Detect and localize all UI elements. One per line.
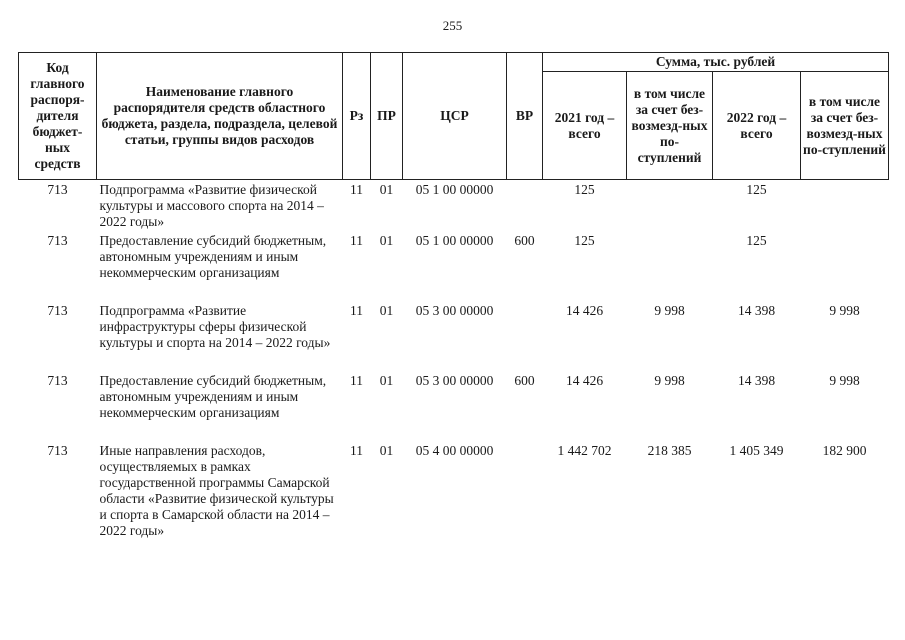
cell-2022-free (801, 233, 889, 303)
cell-vr (507, 180, 543, 233)
cell-vr (507, 443, 543, 563)
cell-2021-total: 1 442 702 (557, 442, 612, 458)
cell-pr: 01 (379, 372, 394, 388)
cell-2022-free: 9 998 (829, 372, 860, 388)
cell-code: 713 (47, 302, 68, 318)
cell-2021-total: 14 426 (565, 302, 604, 318)
cell-2021-free: 218 385 (647, 442, 692, 458)
cell-csr: 05 1 00 00000 (415, 232, 494, 248)
cell-pr: 01 (379, 182, 394, 197)
header-csr: ЦСР (403, 53, 507, 180)
cell-2022-free: 9 998 (829, 302, 860, 318)
table-row (19, 443, 889, 563)
page-number: 255 (442, 18, 463, 33)
cell-rz: 11 (350, 232, 363, 248)
cell-name: Предоставление субсидий бюджетным, автономным учреждениям и иным некоммерческим организациям (99, 232, 327, 280)
cell-vr: 600 (514, 232, 535, 248)
cell-pr: 01 (379, 232, 394, 248)
table-row (19, 233, 889, 303)
cell-rz: 11 (350, 442, 363, 458)
cell-csr: 05 3 00 00000 (415, 372, 494, 388)
cell-csr: 05 3 00 00000 (415, 302, 494, 318)
cell-pr: 01 (379, 442, 394, 458)
cell-2022-free: 182 900 (822, 442, 867, 458)
table-header (19, 53, 889, 180)
cell-code: 713 (47, 442, 68, 458)
cell-code: 713 (47, 372, 68, 388)
cell-2022-total: 125 (746, 232, 767, 248)
cell-rz: 11 (350, 302, 363, 318)
cell-2022-free (801, 180, 889, 233)
cell-name: Предоставление субсидий бюджетным, автономным учреждениям и иным некоммерческим организациям (99, 372, 327, 420)
cell-vr: 600 (514, 372, 535, 388)
cell-2021-total: 125 (574, 232, 595, 248)
cell-name: Подпрограмма «Развитие инфраструктуры сферы физической культуры и спорта на 2014 – 2022 годы» (99, 302, 331, 350)
header-2022-total: 2022 год – всего (713, 72, 801, 180)
header-code: Код главного распоря-дителя бюджет-ных средств (19, 53, 97, 180)
header-vr: ВР (507, 53, 543, 180)
cell-2022-total: 125 (746, 182, 767, 197)
header-2022-free: в том числе за счет без-возмезд-ных по-ступлений (801, 72, 889, 180)
table-row (19, 303, 889, 373)
cell-rz: 11 (350, 182, 363, 197)
header-name: Наименование главного распорядителя средств областного бюджета, раздела, подраздела, целевой статьи, группы видов расходов (97, 53, 343, 180)
cell-2021-free (627, 233, 713, 303)
table-row (19, 180, 889, 233)
cell-name: Подпрограмма «Развитие физической культуры и массового спорта на 2014 – 2022 годы» (99, 182, 324, 229)
header-rz: Рз (343, 53, 371, 180)
cell-csr: 05 4 00 00000 (415, 442, 494, 458)
cell-code: 713 (47, 182, 68, 197)
table-row (19, 373, 889, 443)
header-2021-free: в том числе за счет без-возмезд-ных по-ступлений (627, 72, 713, 180)
cell-2021-free (627, 180, 713, 233)
table-body (19, 180, 889, 563)
cell-2021-total: 125 (574, 182, 595, 197)
cell-name: Иные направления расходов, осуществляемых в рамках государственной программы Самарской области «Развитие физической культуры и спорта в Самарской области на 2014 – 2022 годы» (99, 442, 334, 538)
cell-code: 713 (47, 232, 68, 248)
cell-2021-free: 9 998 (654, 372, 685, 388)
cell-rz: 11 (350, 372, 363, 388)
header-2021-total: 2021 год – всего (543, 72, 627, 180)
cell-2022-total: 1 405 349 (729, 442, 784, 458)
cell-pr: 01 (379, 302, 394, 318)
budget-table (18, 52, 889, 563)
header-sum-group: Сумма, тыс. рублей (543, 53, 889, 72)
cell-vr (507, 303, 543, 373)
cell-2022-total: 14 398 (737, 372, 776, 388)
cell-csr: 05 1 00 00000 (415, 182, 494, 197)
cell-2021-total: 14 426 (565, 372, 604, 388)
header-pr: ПР (371, 53, 403, 180)
cell-2022-total: 14 398 (737, 302, 776, 318)
cell-2021-free: 9 998 (654, 302, 685, 318)
